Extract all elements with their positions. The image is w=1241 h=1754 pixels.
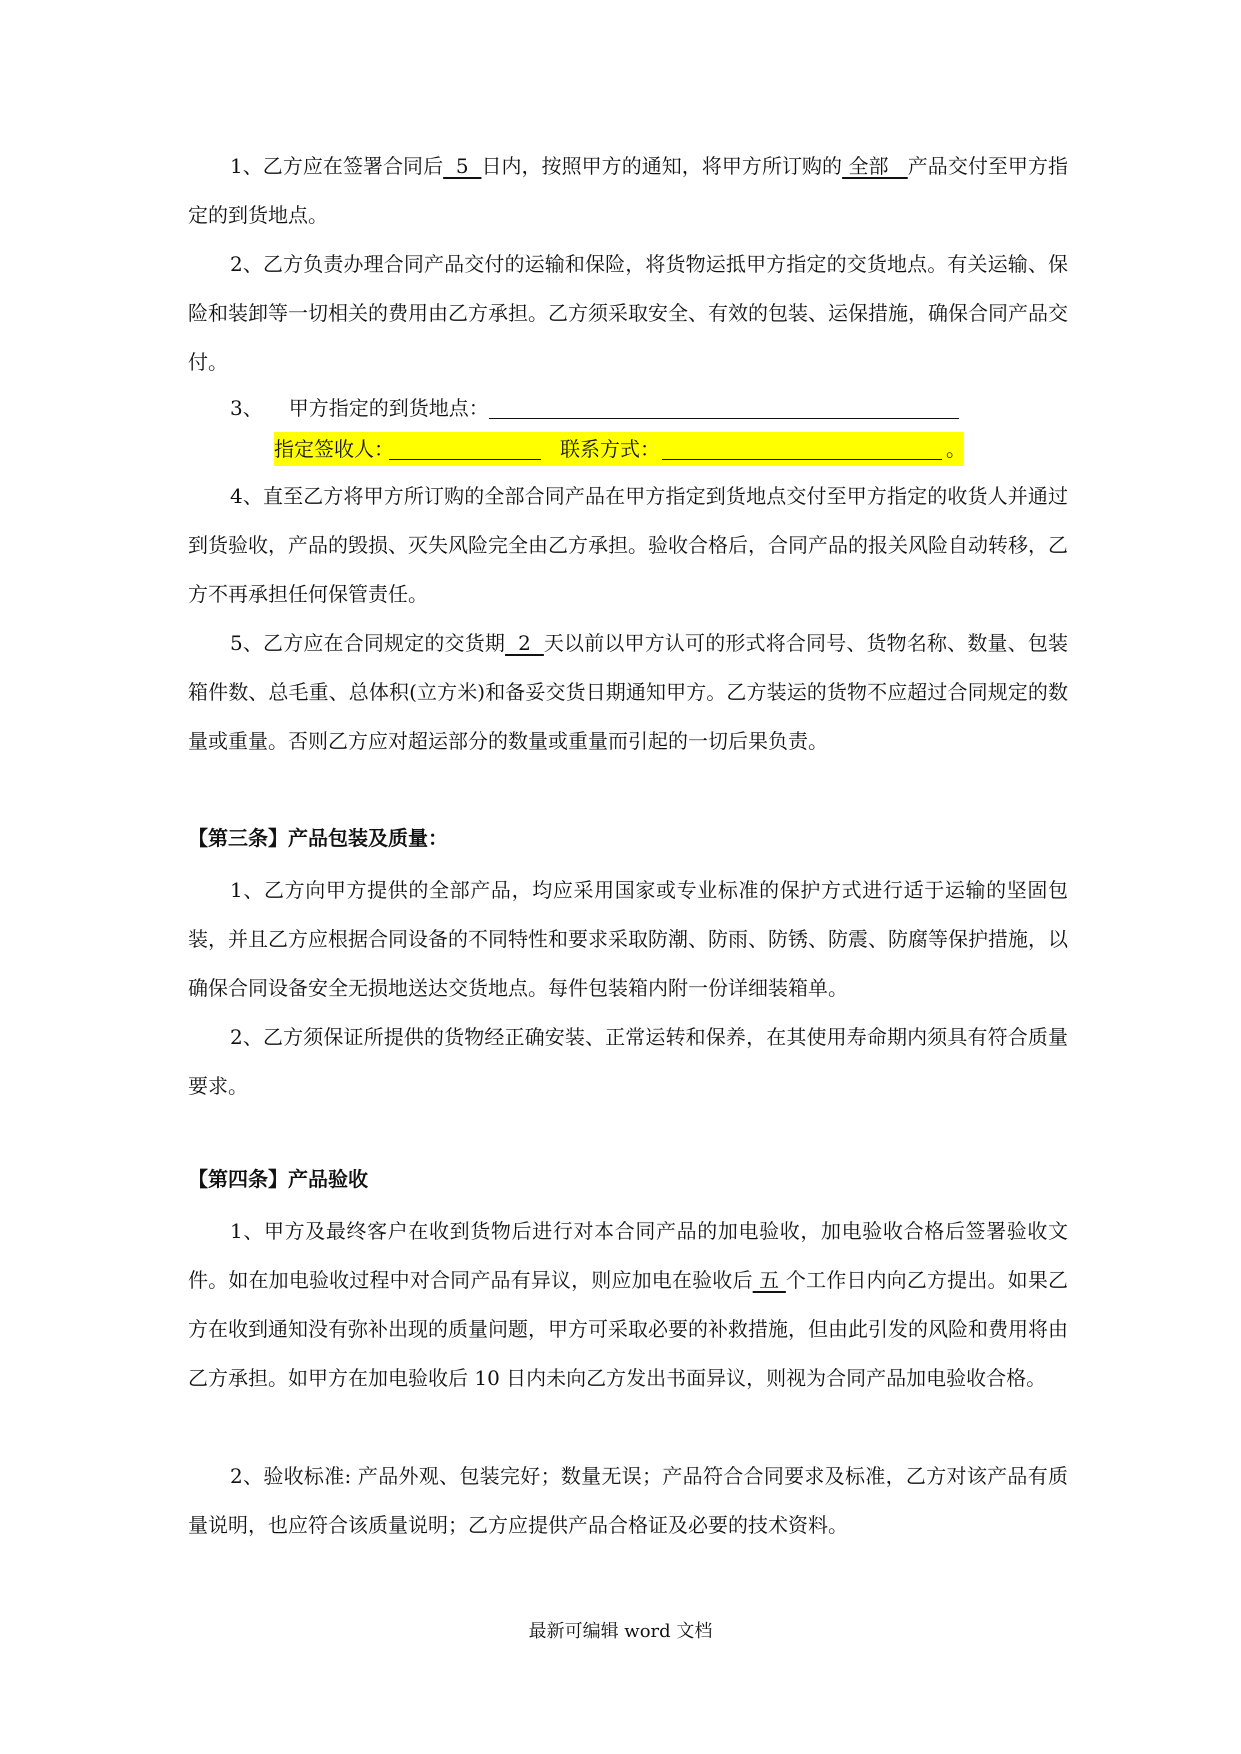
- objection-days-field: 五: [752, 1268, 786, 1292]
- item-5-suffix: 天以前以甲方认可的形式将合同号、货物名称、数量、包装箱件数、总毛重、总体积(立方米)和备妥交货日期通知甲方。乙方装运的货物不应超过合同规定的数量或重量。否则乙方应对超运部分的数量或重量而引起的一切后果负责。: [188, 631, 1069, 753]
- clause-3-item-2: 2、乙方须保证所提供的货物经正确安装、正常运转和保养，在其使用寿命期内须具有符合质量要求。: [188, 1025, 1068, 1098]
- notice-days-field: 2: [505, 631, 544, 655]
- page-footer: 最新可编辑 word 文档: [528, 1621, 713, 1642]
- section-3-heading: 【第三条】产品包装及质量：: [188, 826, 448, 850]
- item-1-suffix: 产品交付至甲方指定的到货地点。: [188, 154, 1069, 227]
- clause-4-item-2: 2、验收标准: 产品外观、包装完好；数量无误；产品符合合同要求及标准，乙方对该产品有质量说明，也应符合该质量说明；乙方应提供产品合格证及必要的技术资料。: [188, 1464, 1068, 1537]
- contact-blank: [662, 432, 942, 460]
- item-5-prefix: 5、乙方应在合同规定的交货期: [230, 631, 506, 655]
- delivery-scope-field: 全部: [842, 154, 908, 178]
- receiver-contact-highlight: [274, 432, 964, 466]
- clause-2-item-2: 2、乙方负责办理合同产品交付的运输和保险，将货物运抵甲方指定的交货地点。有关运输、保险和装卸等一切相关的费用由乙方承担。乙方须采取安全、有效的包装、运保措施，确保合同产品交付。: [188, 252, 1068, 374]
- receiver-label: 指定签收人：: [274, 437, 394, 461]
- item-4-1-suffix: 个工作日内向乙方提出。如果乙方在收到通知没有弥补出现的质量问题，甲方可采取必要的补救措施，但由此引发的风险和费用将由乙方承担。如甲方在加电验收后 10 日内未向乙方发出书面异议，则视为合同产品加电验收合格。: [188, 1268, 1069, 1390]
- item-3-number: 3、: [230, 396, 263, 420]
- clause-2-item-1: [188, 142, 1068, 240]
- receiver-blank: [389, 432, 541, 460]
- contact-label: 联系方式：: [560, 437, 660, 461]
- clause-2-item-3: [230, 384, 959, 433]
- item-1-prefix: 1、乙方应在签署合同后: [230, 154, 444, 178]
- delivery-address-label: 甲方指定的到货地点：: [288, 396, 489, 420]
- section-4-heading: 【第四条】产品验收: [188, 1167, 368, 1191]
- clause-2-item-5: [188, 619, 1068, 766]
- delivery-days-field: 5: [443, 154, 482, 178]
- clause-3-item-1: 1、乙方向甲方提供的全部产品，均应采用国家或专业标准的保护方式进行适于运输的坚固包装，并且乙方应根据合同设备的不同特性和要求采取防潮、防雨、防锈、防震、防腐等保护措施，以确保合同设备安全无损地送达交货地点。每件包装箱内附一份详细装箱单。: [188, 878, 1068, 1000]
- delivery-address-blank: [489, 396, 959, 419]
- clause-2-item-4: 4、直至乙方将甲方所订购的全部合同产品在甲方指定到货地点交付至甲方指定的收货人并通过到货验收，产品的毁损、灭失风险完全由乙方承担。验收合格后，合同产品的报关风险自动转移，乙方不再承担任何保管责任。: [188, 484, 1068, 606]
- item-4-1-prefix: 1、甲方及最终客户在收到货物后进行对本合同产品的加电验收，加电验收合格后签署验收文件。如在加电验收过程中对合同产品有异议，则应加电在验收后: [188, 1219, 1068, 1292]
- clause-4-item-1: [188, 1207, 1068, 1403]
- contact-period: 。: [946, 437, 966, 461]
- item-1-mid: 日内，按照甲方的通知，将甲方所订购的: [481, 154, 843, 178]
